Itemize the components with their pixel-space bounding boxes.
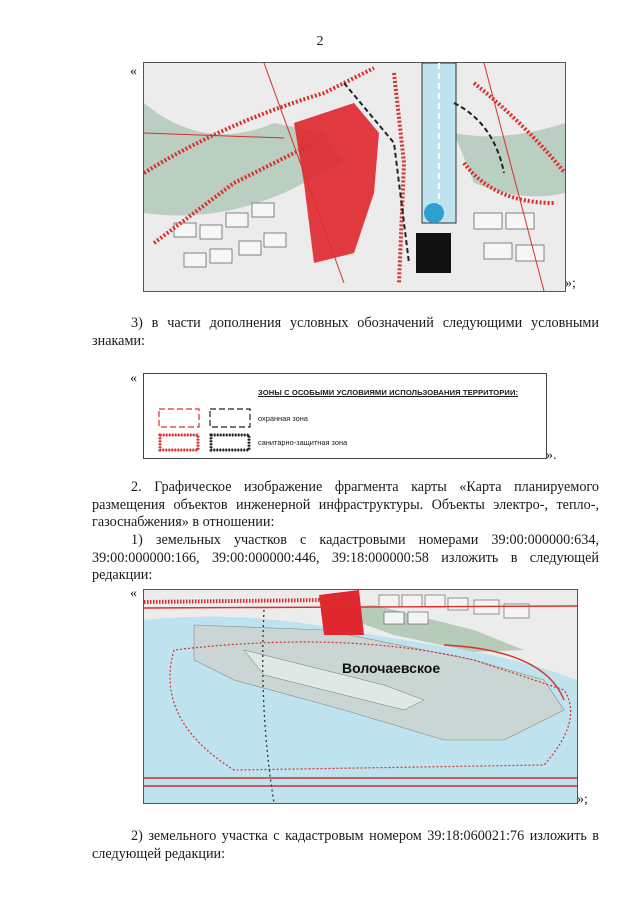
legend-item-sanitary-label: санитарно-защитная зона: [258, 438, 348, 447]
map2-open-quote: «: [130, 586, 137, 601]
item3-paragraph: 3) в части дополнения условных обозначений следующими условными знаками:: [92, 315, 599, 349]
map1-figure: [143, 62, 566, 292]
legend-close-quote: ».: [546, 448, 557, 463]
legend-box: [143, 373, 547, 459]
map2-place-label: Волочаевское: [342, 660, 441, 676]
protection-zone-symbol: [158, 407, 258, 429]
map2-drawing: [144, 590, 577, 803]
item1-paragraph: 1) земельных участков с кадастровыми номерами 39:00:000000:634, 39:00:000000:166, 39:00:000000:446, 39:18:000000:58 изложить в следующей редакции:: [92, 532, 599, 583]
map1-close-quote: »;: [565, 276, 576, 291]
map1-open-quote: «: [130, 64, 137, 79]
section2-paragraph: 2. Графическое изображение фрагмента карты «Карта планируемого размещения объектов инженерной инфраструктуры. Объекты электро-, тепло-, газоснабжения» в отношении:: [92, 479, 599, 530]
item2-paragraph: 2) земельного участка с кадастровым номером 39:18:060021:76 изложить в следующей редакции:: [92, 828, 599, 862]
legend-open-quote: «: [130, 371, 137, 386]
map2-figure: [143, 589, 578, 804]
map2-close-quote: »;: [577, 792, 588, 807]
legend-title: ЗОНЫ С ОСОБЫМИ УСЛОВИЯМИ ИСПОЛЬЗОВАНИЯ ТЕРРИТОРИИ:: [258, 388, 519, 397]
sanitary-zone-symbol: [158, 432, 258, 454]
page-number: 2: [316, 34, 324, 49]
map1-drawing: [144, 63, 565, 291]
legend-item-protection-label: охранная зона: [258, 414, 308, 423]
